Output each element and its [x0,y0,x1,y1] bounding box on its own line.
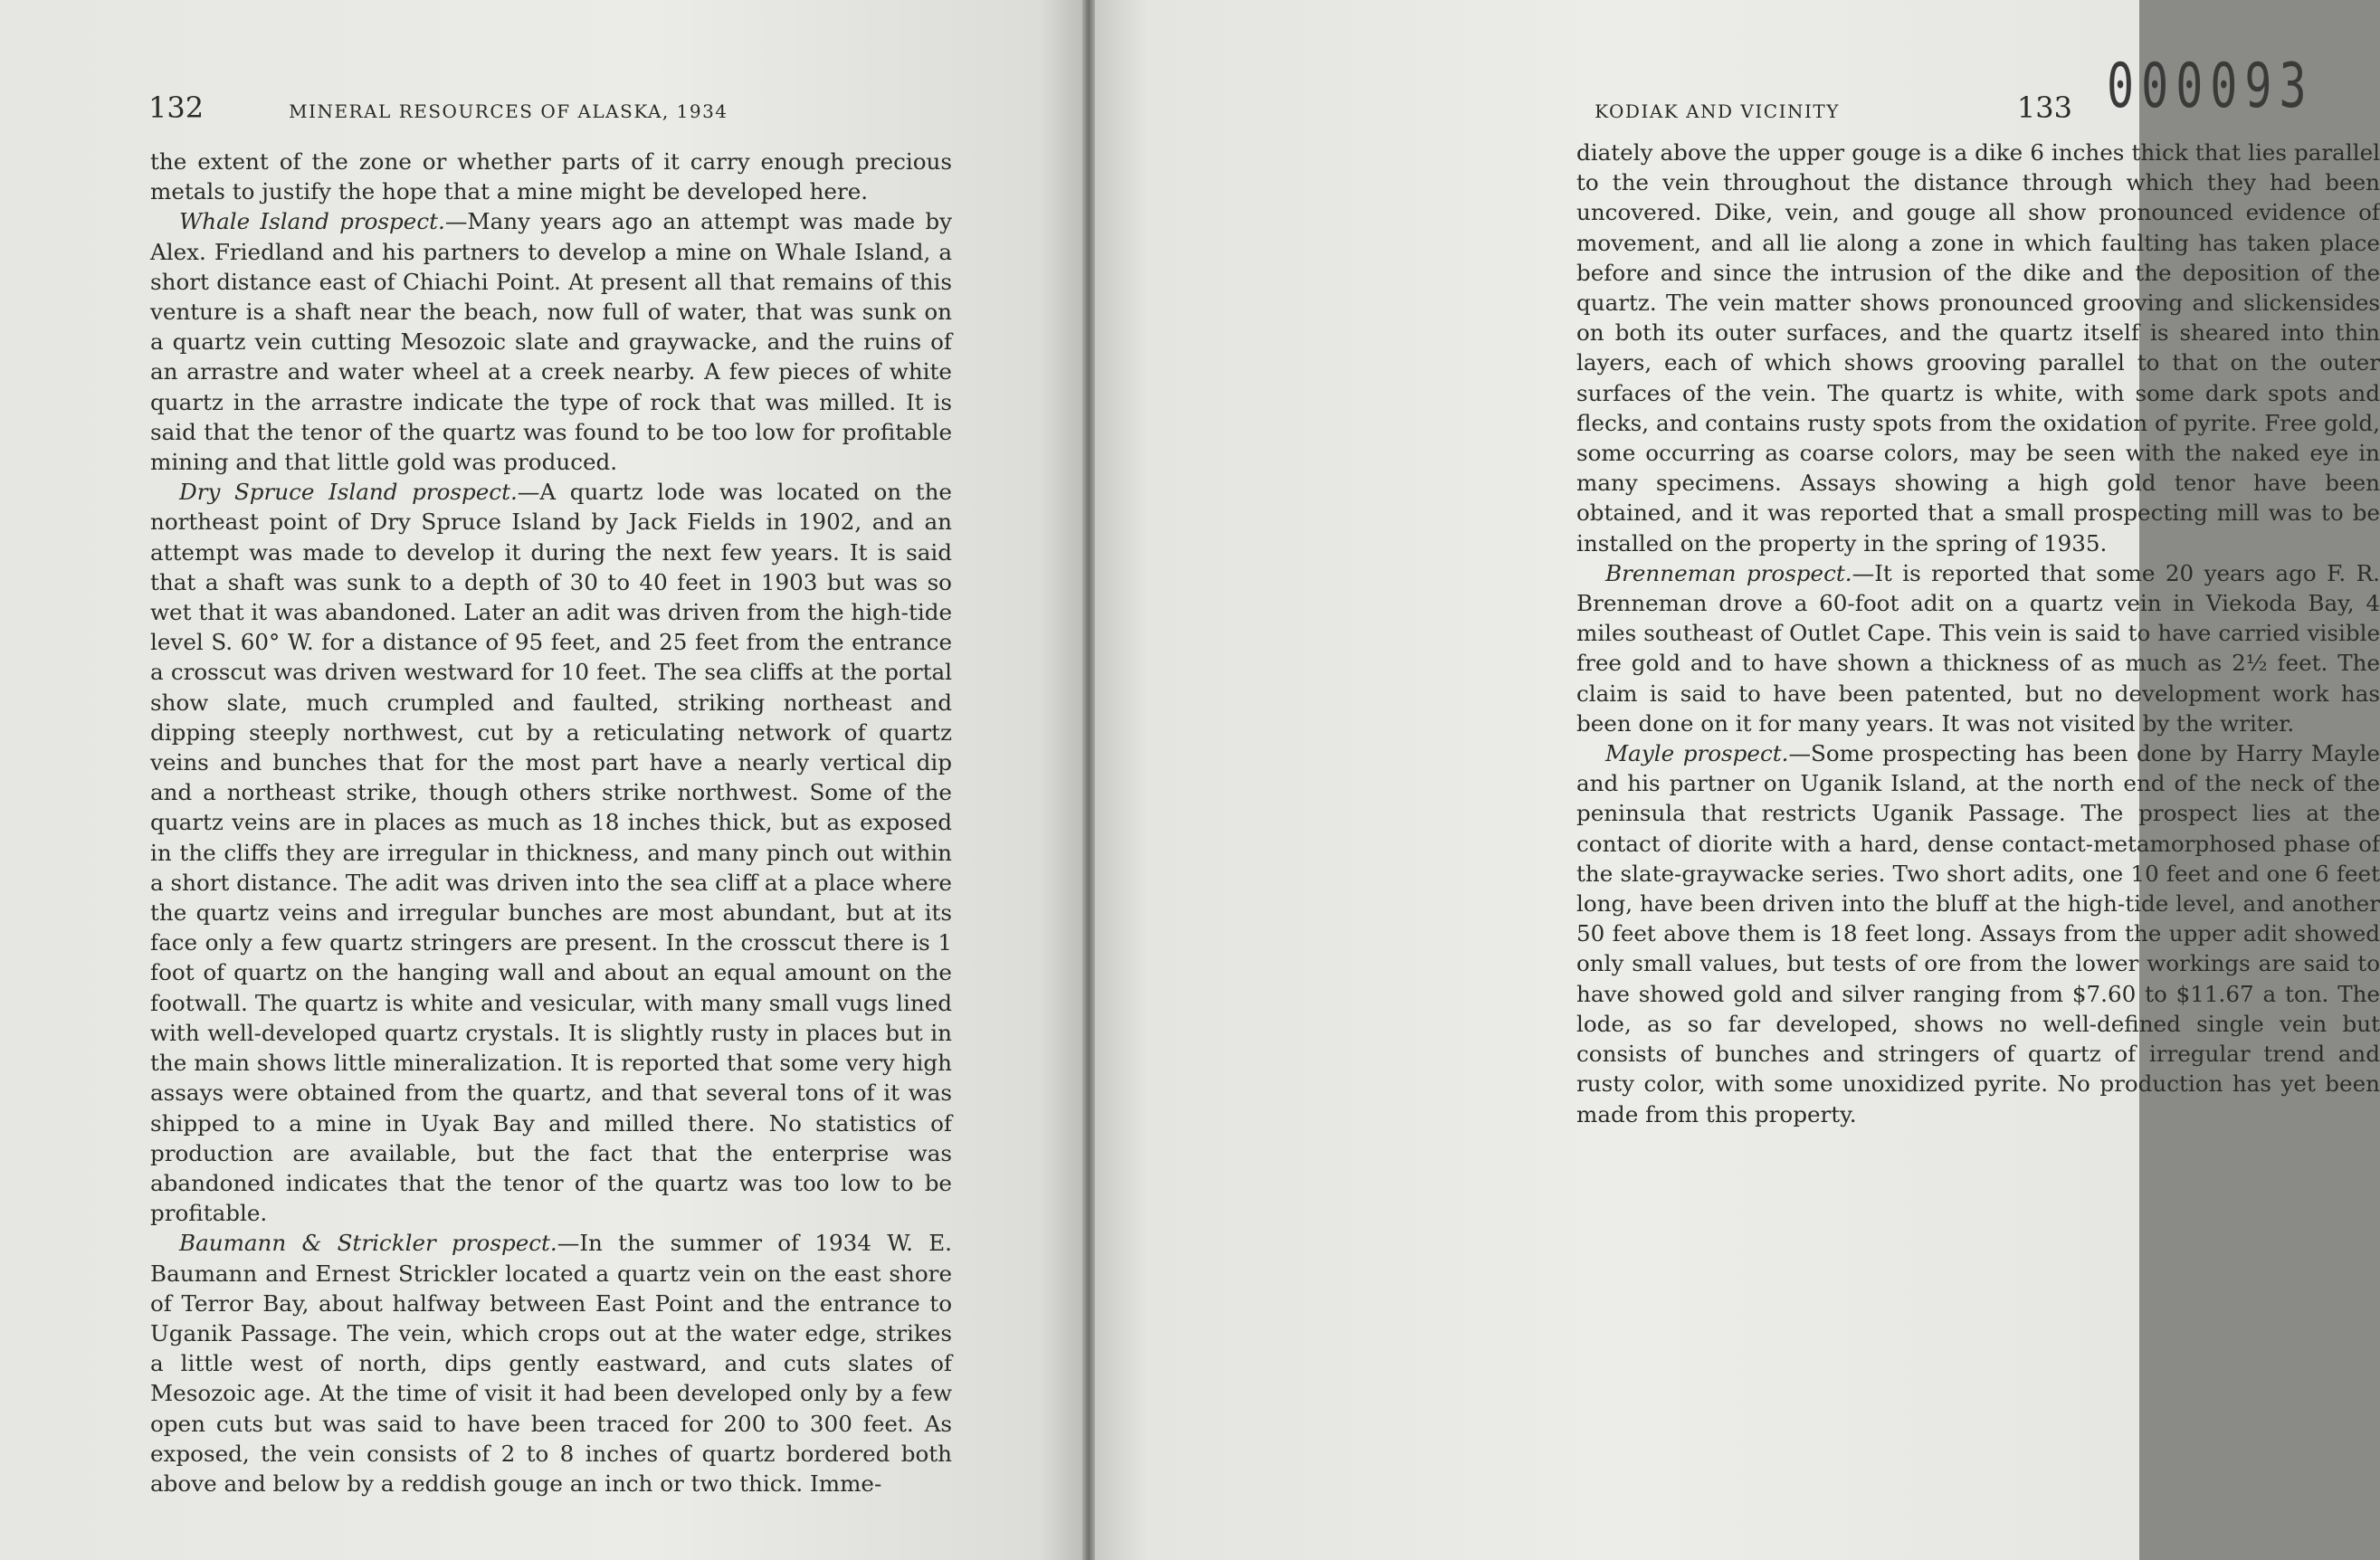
paragraph: the extent of the zone or whether parts of it carry enough precious metals to justify the hope that a mine might be developed here. [150,148,952,205]
right-page-number: 133 [2016,90,2072,125]
left-page-body [150,147,952,1498]
left-page [0,0,1082,1560]
paragraph-mayle: Mayle prospect.—Some prospecting has been done by Harry Mayle and his partner on Uganik Island, at the north end of the neck of the peninsula that restricts Uganik Passage. The prospect lies at the contact of diorite with a hard, dense contact-metamorphosed phase of the slate-graywacke series. Two short adits, one 10 feet and one 6 feet long, have been driven into the bluff at the high-tide level, and another 50 feet above them is 18 feet long. Assays from the upper adit showed only small values, but tests of ore from the lower workings are said to have showed gold and silver ranging from $7.60 to $11.67 a ton. The lode, as so far developed, shows no well-defined single vein but consists of bunches and stringers of quartz of irregular trend and rusty color, with some unoxidized pyrite. No production has yet been made from this property. [1576,740,2380,1127]
book-gutter [1082,0,1095,1560]
right-page-body [1576,138,2380,1129]
right-running-title: KODIAK AND VICINITY [1595,100,1840,122]
paragraph: diately above the upper gouge is a dike 6 inches thick that lies parallel to the vein throughout the distance through which they had been uncovered. Dike, vein, and gouge all show pronounced evidence of movement, and all lie along a zone in which faulting has taken place before and since the intrusion of the dike and the deposition of the quartz. The vein matter shows pronounced grooving and slickensides on both its outer surfaces, and the quartz itself is sheared into thin layers, each of which shows grooving parallel to that on the outer surfaces of the vein. The quartz is white, with some dark spots and flecks, and contains rusty spots from the oxidation of pyrite. Free gold, some occurring as coarse colors, may be seen with the naked eye in many specimens. Assays showing a high gold tenor have been obtained, and it was reported that a small prospecting mill was to be installed on the property in the spring of 1935. [1576,139,2380,556]
section-label: Dry Spruce Island prospect. [179,479,518,506]
left-running-title: MINERAL RESOURCES OF ALASKA, 1934 [289,100,728,122]
left-page-header [148,90,954,127]
document-number-stamp: 000093 [2107,50,2314,122]
section-label: Brenneman prospect. [1605,559,1852,586]
paragraph-baumann-strickler: Baumann & Strickler prospect.—In the summer of 1934 W. E. Baumann and Ernest Strickler located a quartz vein on the east shore of Terror Bay, about halfway between East Point and the entrance to Uganik Passage. The vein, which crops out at the water edge, strikes a little west of north, dips gently eastward, and cuts slates of Mesozoic age. At the time of visit it had been developed only by a few open cuts but was said to have been traced for 200 to 300 feet. As exposed, the vein consists of 2 to 8 inches of quartz bordered both above and below by a reddish gouge an inch or two thick. Imme- [150,1230,952,1497]
section-label: Mayle prospect. [1605,740,1789,767]
paragraph-brenneman: Brenneman prospect.—It is reported that some 20 years ago F. R. Brenneman drove a 60-foot adit on a quartz vein in Viekoda Bay, 4 miles southeast of Outlet Cape. This vein is said to have carried visible free gold and to have shown a thickness of as much as 2½ feet. The claim is said to have been patented, but no development work has been done on it for many years. It was not visited by the writer. [1576,559,2380,737]
right-page [1095,0,2380,1560]
section-label: Whale Island prospect. [179,208,445,235]
left-page-number: 132 [148,90,205,125]
section-label: Baumann & Strickler prospect. [179,1230,557,1257]
right-page-header [1095,90,2072,127]
paragraph-whale-island: Whale Island prospect.—Many years ago an attempt was made by Alex. Friedland and his partners to develop a mine on Whale Island, a short distance east of Chiachi Point. At present all that remains of this venture is a shaft near the beach, now full of water, that was sunk on a quartz vein cutting Mesozoic slate and graywacke, and the ruins of an arrastre and water wheel at a creek nearby. A few pieces of white quartz in the arrastre indicate the type of rock that was milled. It is said that the tenor of the quartz was found to be too low for profitable mining and that little gold was produced. [150,208,952,476]
paragraph-dry-spruce-island: Dry Spruce Island prospect.—A quartz lode was located on the northeast point of Dry Spruce Island by Jack Fields in 1902, and an attempt was made to develop it during the next few years. It is said that a shaft was sunk to a depth of 30 to 40 feet in 1903 but was so wet that it was abandoned. Later an adit was driven from the high-tide level S. 60° W. for a distance of 95 feet, and 25 feet from the entrance a crosscut was driven westward for 10 feet. The sea cliffs at the portal show slate, much crumpled and faulted, striking northeast and dipping steeply northwest, cut by a reticulating network of quartz veins and bunches that for the most part have a nearly vertical dip and a northeast strike, though others strike northwest. Some of the quartz veins are in places as much as 18 inches thick, but as exposed in the cliffs they are irregular in thickness, and many pinch out within a short distance. The adit was driven into the sea cliff at a place where the quartz veins and irregular bunches are most abundant, but at its face only a few quartz stringers are present. In the crosscut there is 1 foot of quartz on the hanging wall and about an equal amount on the footwall. The quartz is white and vesicular, with many small vugs lined with well-developed quartz crystals. It is slightly rusty in places but in the main shows little mineralization. It is reported that some very high assays were obtained from the quartz, and that several tons of it was shipped to a mine in Uyak Bay and milled there. No statistics of production are available, but the fact that the enterprise was abandoned indicates that the tenor of the quartz was too low to be profitable. [150,479,952,1227]
bleed-through-stamp: ᅠ [226,62,265,109]
